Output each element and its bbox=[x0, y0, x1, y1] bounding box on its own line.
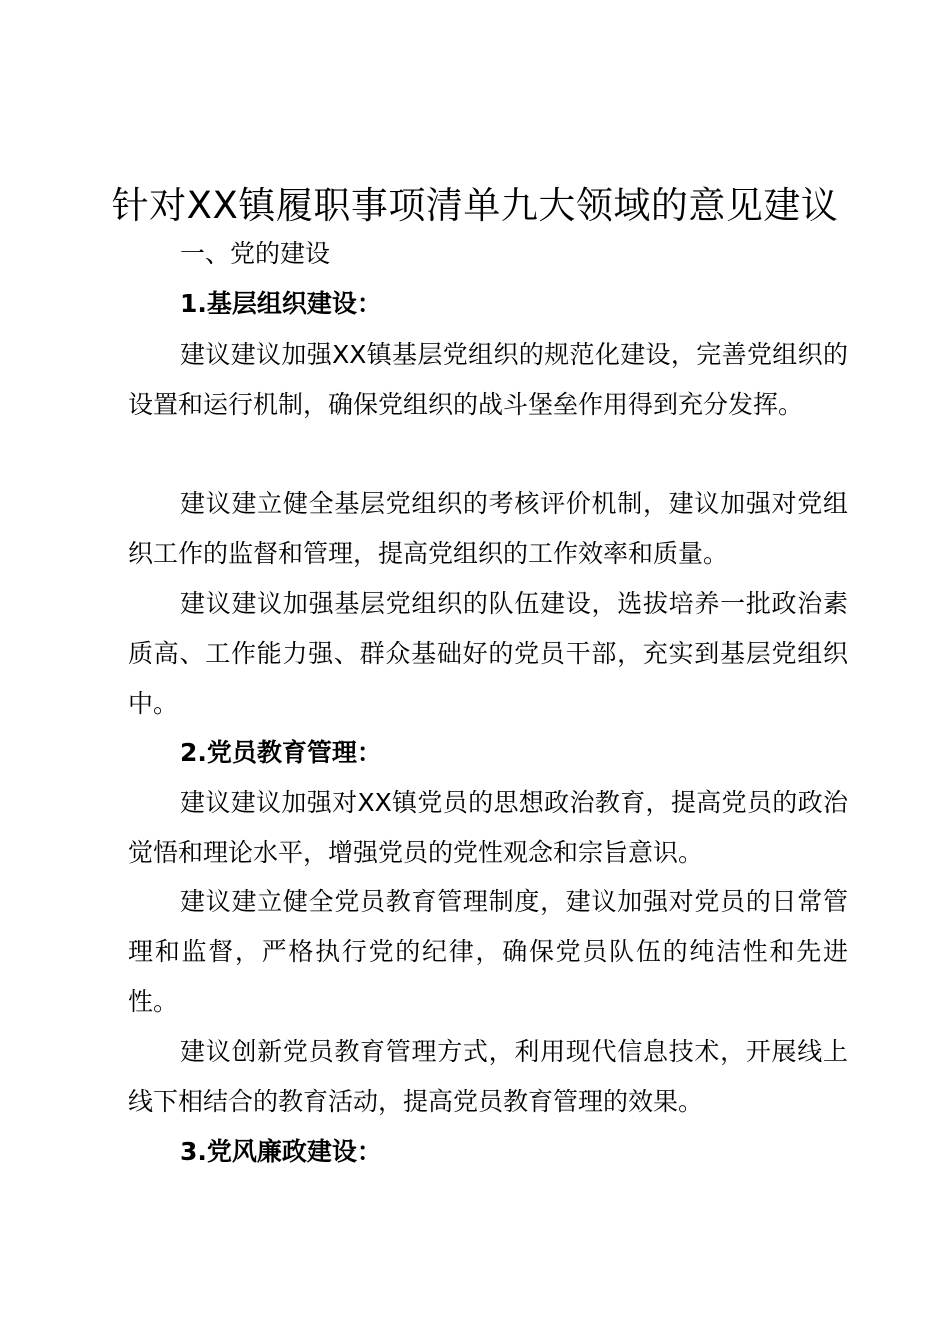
paragraph: 建议建议加强对XX镇党员的思想政治教育，提高党员的政治觉悟和理论水平，增强党员的党性观念和宗旨意识。 bbox=[128, 788, 848, 867]
section-heading: 一、党的建设 bbox=[180, 239, 331, 268]
paragraph: 建议建议加强基层党组织的队伍建设，选拔培养一批政治素质高、工作能力强、群众基础好的党员干部，充实到基层党组织中。 bbox=[128, 589, 848, 718]
paragraph: 建议创新党员教育管理方式，利用现代信息技术，开展线上线下相结合的教育活动，提高党员教育管理的效果。 bbox=[128, 1037, 848, 1116]
subsection-heading: 1.基层组织建设： bbox=[180, 289, 382, 318]
paragraph: 建议建议加强XX镇基层党组织的规范化建设，完善党组织的设置和运行机制，确保党组织的战斗堡垒作用得到充分发挥。 bbox=[128, 340, 848, 419]
document-title: 针对XX镇履职事项清单九大领域的意见建议 bbox=[111, 184, 839, 227]
subsection-heading: 2.党员教育管理： bbox=[180, 738, 382, 767]
paragraph: 建议建立健全基层党组织的考核评价机制，建议加强对党组织工作的监督和管理，提高党组织的工作效率和质量。 bbox=[128, 489, 848, 568]
subsection-heading: 3.党风廉政建设： bbox=[180, 1137, 382, 1166]
paragraph: 建议建立健全党员教育管理制度，建议加强对党员的日常管理和监督，严格执行党的纪律，确保党员队伍的纯洁性和先进性。 bbox=[128, 887, 848, 1016]
